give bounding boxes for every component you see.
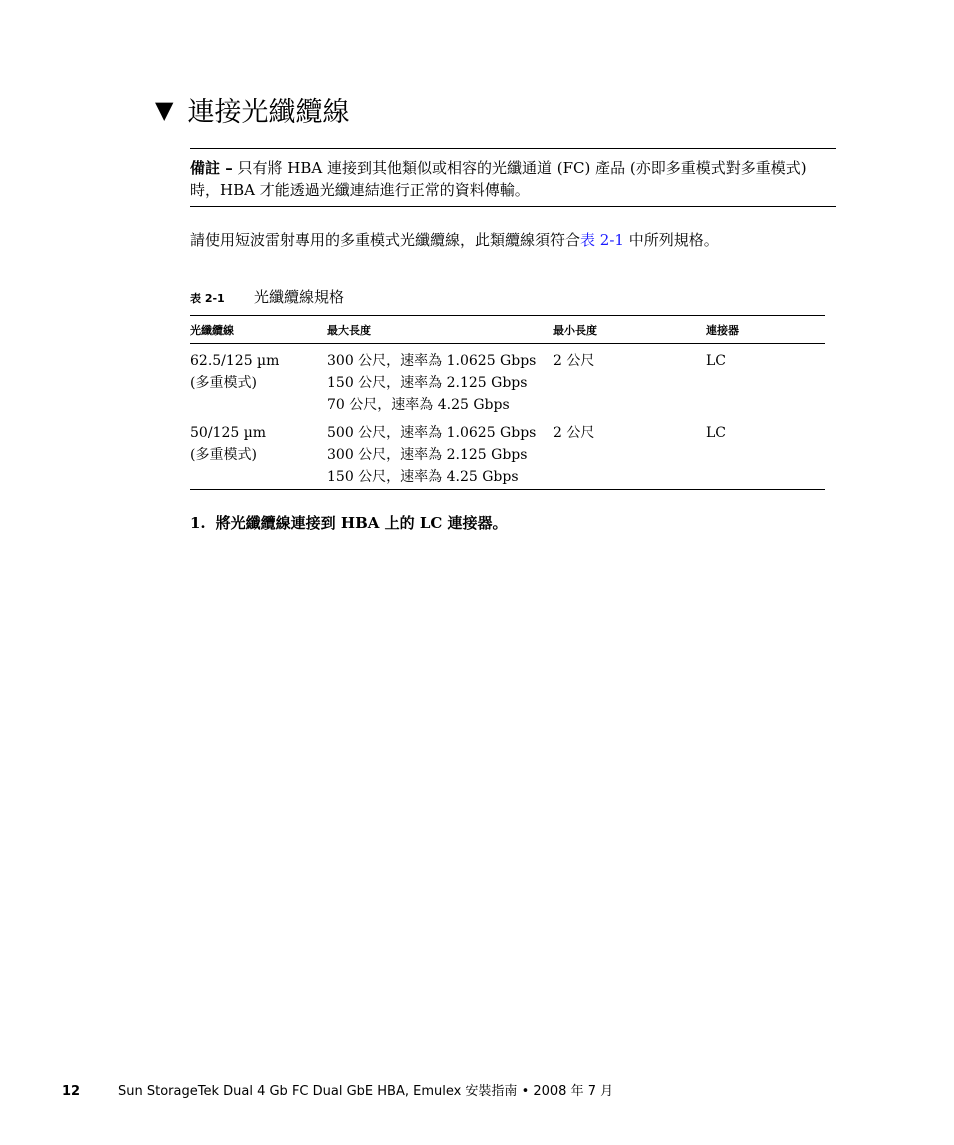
header-connector: 連接器: [706, 316, 825, 344]
note-label: 備註 –: [190, 159, 233, 177]
max-length-line: 70 公尺，速率為 4.25 Gbps: [327, 397, 510, 413]
header-min-length: 最小長度: [553, 316, 706, 344]
cable-type: 50/125 µm: [190, 425, 267, 441]
step-number: 1.: [190, 514, 206, 532]
page-footer: [62, 1080, 613, 1099]
cell-cable: [190, 344, 327, 417]
cable-spec-table: [190, 315, 825, 490]
header-max-length: 最大長度: [327, 316, 553, 344]
table-row: [190, 416, 825, 490]
footer-text: Sun StorageTek Dual 4 Gb FC Dual GbE HBA, Emulex 安裝指南 • 2008 年 7 月: [118, 1084, 614, 1099]
table-caption-title: 光纖纜線規格: [254, 288, 345, 306]
max-length-line: 500 公尺，速率為 1.0625 Gbps: [327, 425, 537, 441]
section-title: 連接光纖纜線: [187, 97, 350, 128]
max-length-line: 150 公尺，速率為 2.125 Gbps: [327, 375, 528, 391]
note-box: [190, 148, 836, 207]
table-header-row: [190, 316, 825, 344]
table-reference-link[interactable]: 表 2-1: [580, 231, 624, 249]
cell-max-length: [327, 344, 553, 417]
cell-connector: LC: [706, 353, 727, 369]
paragraph-text-before: 請使用短波雷射專用的多重模式光纖纜線，此類纜線須符合: [190, 231, 581, 249]
cell-connector: LC: [706, 416, 825, 490]
section-heading: [155, 90, 349, 129]
cable-mode: (多重模式): [190, 375, 257, 391]
cable-type: 62.5/125 µm: [190, 353, 280, 369]
triangle-bullet-icon: ▼: [155, 95, 174, 124]
max-length-line: 300 公尺，速率為 2.125 Gbps: [327, 447, 528, 463]
table-caption-number: 表 2-1: [190, 292, 225, 305]
cable-mode: (多重模式): [190, 447, 257, 463]
note-text: 只有將 HBA 連接到其他類似或相容的光纖通道 (FC) 產品 (亦即多重模式對多重模式) 時，HBA 才能透過光纖連結進行正常的資料傳輸。: [190, 159, 807, 199]
cell-min-length: 2 公尺: [553, 353, 595, 369]
step-text: 將光纖纜線連接到 HBA 上的 LC 連接器。: [215, 514, 508, 532]
step-1: [190, 512, 508, 533]
header-cable: 光纖纜線: [190, 316, 327, 344]
cell-max-length: [327, 416, 553, 490]
table-caption: [190, 286, 344, 307]
paragraph-text-after: 中所列規格。: [623, 231, 719, 249]
body-paragraph: [190, 229, 850, 251]
cell-min-length: 2 公尺: [553, 416, 706, 490]
max-length-line: 150 公尺，速率為 4.25 Gbps: [327, 469, 519, 485]
page-number: 12: [62, 1084, 81, 1099]
cell-cable: [190, 416, 327, 490]
table-row: [190, 344, 825, 417]
max-length-line: 300 公尺，速率為 1.0625 Gbps: [327, 353, 537, 369]
